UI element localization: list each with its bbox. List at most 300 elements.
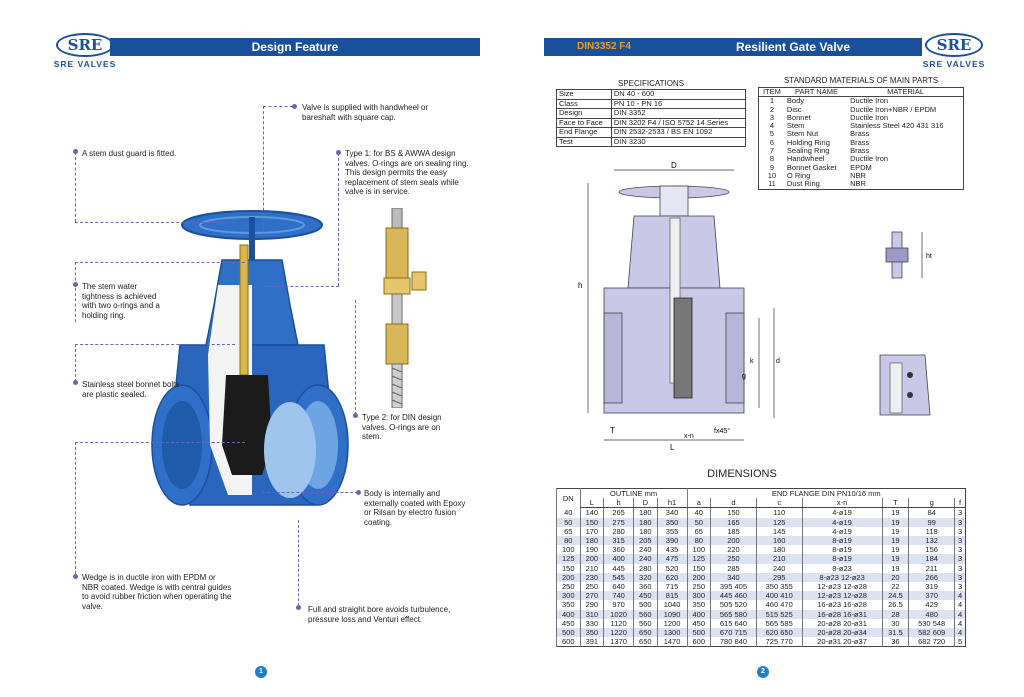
table-cell: 184: [909, 554, 955, 563]
dimensions-caption: DIMENSIONS: [707, 468, 777, 480]
materials-item: 4: [769, 121, 775, 131]
table-cell: 970: [604, 600, 634, 609]
annotation-bore: Full and straight bore avoids turbulence, pressure loss and Venturi effect.: [308, 605, 451, 624]
annotation-type1: Type 1: for BS & AWWA design valves. O-rings are on sealing ring. This design permits the easy replacement of stem seals while valve is in service.: [345, 149, 469, 196]
table-cell: 275: [604, 518, 634, 527]
table-cell: 505 520: [711, 600, 757, 609]
spec-value: DIN 3352: [611, 109, 745, 119]
table-cell: 350: [687, 600, 711, 609]
annotation-leader: [75, 442, 245, 443]
table-cell: 8-ø19: [802, 536, 882, 545]
table-cell: 170: [580, 527, 604, 536]
dim-label-fx45: fx45°: [714, 428, 731, 435]
table-cell: 582 609: [909, 628, 955, 637]
dim-label-k: k: [750, 358, 754, 365]
table-cell: 12-ø23 12-ø28: [802, 582, 882, 591]
table-cell: 1020: [604, 610, 634, 619]
page-number: 2: [757, 666, 769, 678]
table-cell: 530 548: [909, 619, 955, 628]
table-cell: 295: [756, 573, 802, 582]
table-cell: 20-ø28 20-ø34: [802, 628, 882, 637]
spec-key: Class: [557, 99, 612, 109]
materials-item: 2: [769, 104, 775, 114]
spec-row: [557, 128, 746, 138]
annotation-type2: Type 2: for DIN design valves. O-rings are on stem.: [362, 413, 442, 441]
dimensions-group-header: [557, 489, 966, 499]
table-cell: 3: [955, 527, 966, 536]
page-title: Resilient Gate Valve: [664, 38, 922, 56]
table-cell: 4: [955, 600, 966, 609]
annotation-marker: [296, 605, 301, 610]
table-cell: 22: [882, 582, 909, 591]
annotation-leader: [75, 152, 76, 222]
annotation-leader: [263, 106, 293, 107]
table-cell: 100: [687, 545, 711, 554]
table-cell: 4: [955, 591, 966, 600]
table-cell: 65: [687, 527, 711, 536]
table-cell: 19: [882, 545, 909, 554]
table-cell: 250: [557, 582, 581, 591]
materials-item: 9: [769, 162, 775, 172]
materials-header-item: ITEM: [759, 88, 785, 97]
table-row: [557, 508, 966, 518]
annotation-handwheel: Valve is supplied with handwheel or bareshaft with square cap.: [302, 103, 429, 122]
annotation-leader: [75, 222, 235, 223]
table-cell: 290: [580, 600, 604, 609]
table-cell: 780 840: [711, 637, 757, 647]
table-cell: 445 460: [711, 591, 757, 600]
page-number: 1: [255, 666, 267, 678]
table-cell: 450: [634, 591, 658, 600]
materials-material: Ductile Iron: [850, 112, 889, 122]
spec-key: Face to Face: [557, 118, 612, 128]
table-cell: 156: [909, 545, 955, 554]
table-row: [557, 637, 966, 647]
sre-logo: [919, 33, 989, 69]
table-cell: 110: [756, 508, 802, 518]
dimensions-col-header: x-n: [802, 498, 882, 508]
table-cell: 300: [687, 591, 711, 600]
table-cell: 615 640: [711, 619, 757, 628]
materials-material: Brass: [850, 146, 870, 156]
materials-part: Bonnet: [786, 112, 811, 122]
table-cell: 1300: [657, 628, 687, 637]
table-cell: 395 405: [711, 582, 757, 591]
table-cell: 400 410: [756, 591, 802, 600]
table-cell: 445: [604, 564, 634, 573]
annotation-leader: [265, 286, 339, 287]
annotation-leader: [75, 344, 235, 345]
specifications-table: [556, 89, 746, 147]
table-cell: 3: [955, 582, 966, 591]
materials-part: Dust Ring: [786, 179, 820, 189]
table-cell: 265: [604, 508, 634, 518]
table-cell: 36: [882, 637, 909, 647]
spec-key: Test: [557, 137, 612, 147]
table-cell: 640: [604, 582, 634, 591]
table-cell: 19: [882, 536, 909, 545]
table-cell: 285: [711, 564, 757, 573]
table-cell: 250: [711, 554, 757, 563]
table-cell: 350: [580, 628, 604, 637]
table-cell: 125: [756, 518, 802, 527]
table-row: [557, 527, 966, 536]
table-cell: 50: [557, 518, 581, 527]
table-cell: 20-ø28 20-ø31: [802, 619, 882, 628]
table-cell: 185: [711, 527, 757, 536]
table-cell: 20: [882, 573, 909, 582]
table-cell: 480: [909, 610, 955, 619]
table-cell: 270: [580, 591, 604, 600]
table-cell: 300: [557, 591, 581, 600]
specifications-caption: SPECIFICATIONS: [617, 79, 685, 88]
table-cell: 4: [955, 610, 966, 619]
table-cell: 28: [882, 610, 909, 619]
table-cell: 211: [909, 564, 955, 573]
spec-row: [557, 137, 746, 147]
table-cell: 4: [955, 619, 966, 628]
table-cell: 8-ø23 12-ø23: [802, 573, 882, 582]
annotation-leader: [355, 300, 356, 415]
table-cell: 450: [687, 619, 711, 628]
materials-material: Brass: [850, 137, 870, 147]
annotation-dust-guard: A stem dust guard is fitted.: [82, 149, 177, 158]
table-row: [557, 545, 966, 554]
materials-part: Stem Nut: [786, 129, 819, 139]
materials-caption: STANDARD MATERIALS OF MAIN PARTS: [783, 76, 939, 85]
table-cell: 150: [711, 508, 757, 518]
table-cell: 1220: [604, 628, 634, 637]
table-row: [557, 554, 966, 563]
table-cell: 19: [882, 508, 909, 518]
table-cell: 100: [557, 545, 581, 554]
table-cell: 40: [557, 508, 581, 518]
table-cell: 150: [687, 564, 711, 573]
table-cell: 220: [711, 545, 757, 554]
annotation-leader: [298, 520, 299, 606]
gate-valve-cutaway-illustration: [140, 205, 350, 535]
dimensions-col-header: f: [955, 498, 966, 508]
materials-item: 5: [769, 129, 775, 139]
materials-part: Handwheel: [786, 154, 825, 164]
table-cell: 240: [634, 545, 658, 554]
right-page: [512, 0, 1024, 697]
table-cell: 520: [657, 564, 687, 573]
dimensions-col-header: L: [580, 498, 604, 508]
table-cell: 715: [657, 582, 687, 591]
annotation-body-coating: Body is internally and externally coated with Epoxy or Rilsan by electro fusion coating.: [364, 489, 466, 527]
table-cell: 620: [657, 573, 687, 582]
table-cell: 360: [634, 582, 658, 591]
materials-item: 10: [767, 170, 777, 180]
table-cell: 450: [557, 619, 581, 628]
table-cell: 19: [882, 518, 909, 527]
table-cell: 360: [604, 545, 634, 554]
dim-label-D: D: [671, 161, 677, 170]
table-cell: 19: [882, 554, 909, 563]
table-cell: 150: [557, 564, 581, 573]
table-cell: 180: [756, 545, 802, 554]
table-cell: 650: [634, 628, 658, 637]
table-cell: 650: [634, 637, 658, 647]
table-cell: 3: [955, 545, 966, 554]
table-cell: 8-ø19: [802, 554, 882, 563]
table-row: [557, 582, 966, 591]
spec-row: [557, 109, 746, 119]
table-cell: 24.5: [882, 591, 909, 600]
spec-value: DN 40 - 600: [611, 90, 745, 100]
valve-section-drawing: [574, 158, 784, 458]
table-cell: 30: [882, 619, 909, 628]
table-cell: 26.5: [882, 600, 909, 609]
table-cell: 150: [580, 518, 604, 527]
table-cell: 4-ø19: [802, 518, 882, 527]
table-cell: 266: [909, 573, 955, 582]
annotation-leader: [262, 492, 358, 493]
table-cell: 1370: [604, 637, 634, 647]
table-cell: 391: [580, 637, 604, 647]
materials-material: EPDM: [850, 162, 872, 172]
table-cell: 340: [657, 508, 687, 518]
table-cell: 4-ø19: [802, 508, 882, 518]
materials-part: Stem: [786, 121, 805, 131]
table-cell: 3: [955, 554, 966, 563]
table-cell: 460 470: [756, 600, 802, 609]
materials-material: Ductile Iron: [850, 96, 889, 106]
table-cell: 180: [634, 508, 658, 518]
materials-part: Holding Ring: [786, 137, 830, 147]
table-row: [557, 573, 966, 582]
table-cell: 670 715: [711, 628, 757, 637]
table-cell: 5: [955, 637, 966, 647]
table-cell: 200: [687, 573, 711, 582]
table-cell: 390: [657, 536, 687, 545]
materials-item: 3: [769, 112, 775, 122]
table-cell: 350 355: [756, 582, 802, 591]
table-row: [557, 610, 966, 619]
table-cell: 250: [687, 582, 711, 591]
table-cell: 240: [634, 554, 658, 563]
table-row: [557, 536, 966, 545]
table-cell: 1040: [657, 600, 687, 609]
dimensions-header-dn: DN: [557, 489, 581, 508]
table-cell: 370: [909, 591, 955, 600]
table-cell: 80: [687, 536, 711, 545]
table-cell: 315: [604, 536, 634, 545]
dimensions-col-header: g: [909, 498, 955, 508]
table-cell: 125: [687, 554, 711, 563]
annotation-leader: [338, 153, 339, 286]
materials-part: Bonnet Gasket: [786, 162, 837, 172]
table-row: [557, 628, 966, 637]
table-cell: 280: [604, 527, 634, 536]
materials-material: NBR: [850, 179, 866, 189]
standard-label: DIN3352 F4: [544, 38, 664, 56]
table-cell: 280: [634, 564, 658, 573]
dimensions-col-header: a: [687, 498, 711, 508]
materials-item: 1: [769, 96, 775, 106]
dimensions-col-header: d: [711, 498, 757, 508]
sre-logo-badge: SRE: [56, 33, 114, 57]
table-cell: 565 580: [711, 610, 757, 619]
table-cell: 682 720: [909, 637, 955, 647]
table-cell: 319: [909, 582, 955, 591]
table-cell: 310: [580, 610, 604, 619]
table-cell: 560: [634, 619, 658, 628]
table-cell: 565 585: [756, 619, 802, 628]
table-cell: 1090: [657, 610, 687, 619]
spec-value: DIN 3230: [611, 137, 745, 147]
table-cell: 725 770: [756, 637, 802, 647]
table-cell: 545: [604, 573, 634, 582]
table-cell: 400: [604, 554, 634, 563]
table-cell: 145: [756, 527, 802, 536]
annotation-leader: [75, 442, 76, 574]
stem-detail-illustration: [372, 208, 432, 408]
table-cell: 19: [882, 564, 909, 573]
table-cell: 8-ø19: [802, 545, 882, 554]
materials-material: Ductile Iron: [850, 154, 889, 164]
table-cell: 200: [711, 536, 757, 545]
table-cell: 3: [955, 518, 966, 527]
table-cell: 350: [557, 600, 581, 609]
table-cell: 600: [687, 637, 711, 647]
annotation-marker: [73, 574, 78, 579]
table-cell: 50: [687, 518, 711, 527]
table-cell: 400: [557, 610, 581, 619]
stem-top-detail-drawing: [874, 228, 944, 288]
dimensions-header-outline: OUTLINE mm: [580, 489, 687, 499]
table-cell: 132: [909, 536, 955, 545]
table-row: [557, 591, 966, 600]
annotation-stem-water: The stem water tightness is achieved with two o-rings and a holding ring.: [82, 282, 160, 320]
table-cell: 4: [955, 628, 966, 637]
dim-label-xn: x-n: [684, 433, 694, 440]
dimensions-column-header: [557, 498, 966, 508]
table-cell: 180: [580, 536, 604, 545]
table-cell: 500: [557, 628, 581, 637]
materials-row: [759, 180, 964, 189]
table-cell: 12-ø23 12-ø28: [802, 591, 882, 600]
table-cell: 31.5: [882, 628, 909, 637]
dim-label-T: T: [610, 426, 615, 435]
table-cell: 1200: [657, 619, 687, 628]
table-cell: 400: [687, 610, 711, 619]
table-cell: 515 525: [756, 610, 802, 619]
spec-row: [557, 90, 746, 100]
table-row: [557, 600, 966, 609]
table-cell: 1470: [657, 637, 687, 647]
dimensions-col-header: c: [756, 498, 802, 508]
table-cell: 500: [634, 600, 658, 609]
table-cell: 125: [557, 554, 581, 563]
table-cell: 330: [580, 619, 604, 628]
spec-key: Design: [557, 109, 612, 119]
annotation-leader: [75, 262, 76, 322]
table-cell: 3: [955, 573, 966, 582]
table-cell: 3: [955, 564, 966, 573]
table-cell: 16-ø23 16-ø28: [802, 600, 882, 609]
table-cell: 210: [580, 564, 604, 573]
annotation-leader: [75, 262, 245, 263]
annotation-bolts: Stainless steel bonnet bolts are plastic sealed.: [82, 380, 180, 399]
dimensions-col-header: h1: [657, 498, 687, 508]
table-cell: 180: [634, 527, 658, 536]
table-cell: 200: [580, 554, 604, 563]
dimensions-col-header: T: [882, 498, 909, 508]
table-cell: 500: [687, 628, 711, 637]
table-cell: 320: [634, 573, 658, 582]
spec-value: DIN 2532-2533 / BS EN 1092: [611, 128, 745, 138]
materials-item: 11: [768, 179, 776, 189]
materials-material: Ductile Iron+NBR / EPDM: [850, 104, 937, 114]
annotation-leader: [75, 344, 76, 382]
table-cell: 19: [882, 527, 909, 536]
sre-logo-text: SRE VALVES: [53, 59, 117, 69]
table-cell: 240: [756, 564, 802, 573]
dim-label-ht: ht: [926, 253, 932, 260]
dim-label-L: L: [670, 443, 675, 452]
table-row: [557, 619, 966, 628]
sre-logo-badge: SRE: [925, 33, 983, 57]
table-cell: 1120: [604, 619, 634, 628]
table-cell: 815: [657, 591, 687, 600]
table-cell: 250: [580, 582, 604, 591]
dim-label-d: d: [776, 358, 780, 365]
page-title: Design Feature: [110, 38, 480, 56]
table-cell: 600: [557, 637, 581, 647]
table-cell: 180: [634, 518, 658, 527]
table-cell: 560: [634, 610, 658, 619]
table-cell: 355: [657, 527, 687, 536]
table-cell: 16-ø28 16-ø31: [802, 610, 882, 619]
table-cell: 230: [580, 573, 604, 582]
table-cell: 620 650: [756, 628, 802, 637]
table-cell: 99: [909, 518, 955, 527]
dimensions-col-header: D: [634, 498, 658, 508]
materials-part: Sealing Ring: [786, 146, 830, 156]
table-cell: 210: [756, 554, 802, 563]
materials-part: O Ring: [786, 170, 811, 180]
table-cell: 4-ø19: [802, 527, 882, 536]
sre-logo-text: SRE VALVES: [922, 59, 986, 69]
materials-part: Body: [786, 96, 805, 106]
table-cell: 340: [711, 573, 757, 582]
materials-table: [758, 87, 964, 190]
spec-row: [557, 99, 746, 109]
materials-material: NBR: [850, 170, 866, 180]
annotation-leader: [263, 106, 264, 236]
materials-item: 6: [769, 137, 775, 147]
spec-value: DIN 3202 F4 / ISO 5752 14 Series: [611, 118, 745, 128]
table-row: [557, 564, 966, 573]
stem-seal-detail-drawing: [870, 345, 940, 425]
table-cell: 84: [909, 508, 955, 518]
dimensions-table: [556, 488, 966, 647]
annotation-wedge: Wedge is in ductile iron with EPDM or NBR coated. Wedge is with central guides to avoid rubber friction when operating the valve.: [82, 573, 232, 611]
materials-item: 8: [769, 154, 775, 164]
table-cell: 435: [657, 545, 687, 554]
table-cell: 429: [909, 600, 955, 609]
table-cell: 350: [657, 518, 687, 527]
spec-value: PN 10 - PN 16: [611, 99, 745, 109]
table-cell: 140: [580, 508, 604, 518]
materials-header-part: PART NAME: [785, 88, 848, 97]
table-cell: 740: [604, 591, 634, 600]
table-cell: 80: [557, 536, 581, 545]
table-cell: 200: [557, 573, 581, 582]
table-cell: 190: [580, 545, 604, 554]
